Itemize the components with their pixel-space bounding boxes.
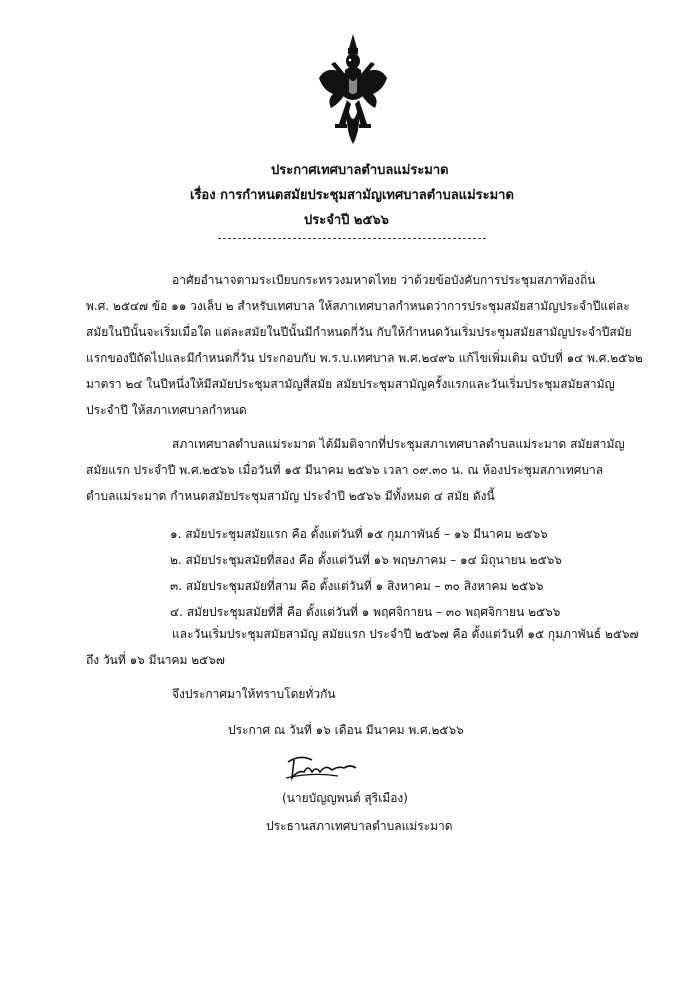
- announcement-date: ประกาศ ณ วันที่ ๑๖ เดือน มีนาคม พ.ศ.๒๕๖๖: [228, 723, 464, 737]
- garuda-emblem: [317, 34, 389, 146]
- session-item: ๓. สมัยประชุมสมัยที่สาม คือ ตั้งแต่วันที่ ๑ สิงหาคม – ๓๐ สิงหาคม ๒๕๖๖: [170, 579, 544, 593]
- header-divider: [218, 238, 486, 239]
- announcement-subject: เรื่อง การกำหนดสมัยประชุมสามัญเทศบาลตำบลแม่ระมาด: [190, 188, 514, 203]
- paragraph-2-line: ตำบลแม่ระมาด กำหนดสมัยประชุมสามัญ ประจำปี ๒๕๖๖ มีทั้งหมด ๔ สมัย ดังนี้: [86, 489, 495, 503]
- paragraph-1-line: แรกของปีถัดไปและมีกำหนดกี่วัน ประกอบกับ พ.ร.บ.เทศบาล พ.ศ.๒๔๙๖ แก้ไขเพิ่มเติม ฉบับที่ ๑๔ พ.ศ.๒๕๖๒: [86, 351, 643, 365]
- session-item: ๒. สมัยประชุมสมัยที่สอง คือ ตั้งแต่วันที่ ๑๖ พฤษภาคม – ๑๔ มิถุนายน ๒๕๖๖: [170, 553, 562, 567]
- paragraph-2-line: สมัยแรก ประจำปี พ.ศ.๒๕๖๖ เมื่อวันที่ ๑๕ มีนาคม ๒๕๖๖ เวลา ๐๙.๓๐ น. ณ ห้องประชุมสภาเทศบาล: [86, 463, 604, 477]
- closing-line: จึงประกาศมาให้ทราบโดยทั่วกัน: [172, 687, 336, 701]
- paragraph-2-line: สภาเทศบาลตำบลแม่ระมาด ได้มีมติจากที่ประชุมสภาเทศบาลตำบลแม่ระมาด สมัยสามัญ: [172, 437, 625, 451]
- paragraph-1-line: อาศัยอำนาจตามระเบียบกระทรวงมหาดไทย ว่าด้วยข้อบังคับการประชุมสภาท้องถิ่น: [172, 273, 596, 287]
- signatory-name: (นายบัญญพนต์ สุริเมือง): [282, 791, 408, 805]
- signature-image: [282, 752, 362, 782]
- signatory-position: ประธานสภาเทศบาลตำบลแม่ระมาด: [266, 819, 453, 833]
- paragraph-3-line: ถึง วันที่ ๑๖ มีนาคม ๒๕๖๗: [86, 653, 225, 667]
- paragraph-3-line: และวันเริ่มประชุมสมัยสามัญ สมัยแรก ประจำปี ๒๕๖๗ คือ ตั้งแต่วันที่ ๑๕ กุมภาพันธ์ ๒๕๖๗: [172, 627, 639, 641]
- session-item: ๑. สมัยประชุมสมัยแรก คือ ตั้งแต่วันที่ ๑๕ กุมภาพันธ์ – ๑๖ มีนาคม ๒๕๖๖: [170, 527, 548, 541]
- paragraph-1-line: มาตรา ๒๔ ในปีหนึ่งให้มีสมัยประชุมสามัญสี่สมัย สมัยประชุมสามัญครั้งแรกและวันเริ่มประชุมสมัยสามัญ: [86, 377, 615, 391]
- announcement-year: ประจำปี ๒๕๖๖: [304, 213, 389, 228]
- session-item: ๔. สมัยประชุมสมัยที่สี่ คือ ตั้งแต่วันที่ ๑ พฤศจิกายน – ๓๐ พฤศจิกายน ๒๕๖๖: [170, 605, 561, 619]
- paragraph-1-line: สมัยในปีนั้นจะเริ่มเมื่อใด แต่ละสมัยในปีนั้นมีกำหนดกี่วัน กับให้กำหนดวันเริ่มประชุมสมัยสามัญประจำปีสมัย: [86, 325, 632, 339]
- paragraph-1-line: พ.ศ. ๒๕๔๗ ข้อ ๑๑ วงเล็บ ๒ สำหรับเทศบาล ให้สภาเทศบาลกำหนดว่าการประชุมสมัยสามัญประจำปีแต่ละ: [86, 299, 630, 313]
- announcement-title: ประกาศเทศบาลตำบลแม่ระมาด: [271, 163, 449, 178]
- paragraph-1-line: ประจำปี ให้สภาเทศบาลกำหนด: [86, 403, 247, 417]
